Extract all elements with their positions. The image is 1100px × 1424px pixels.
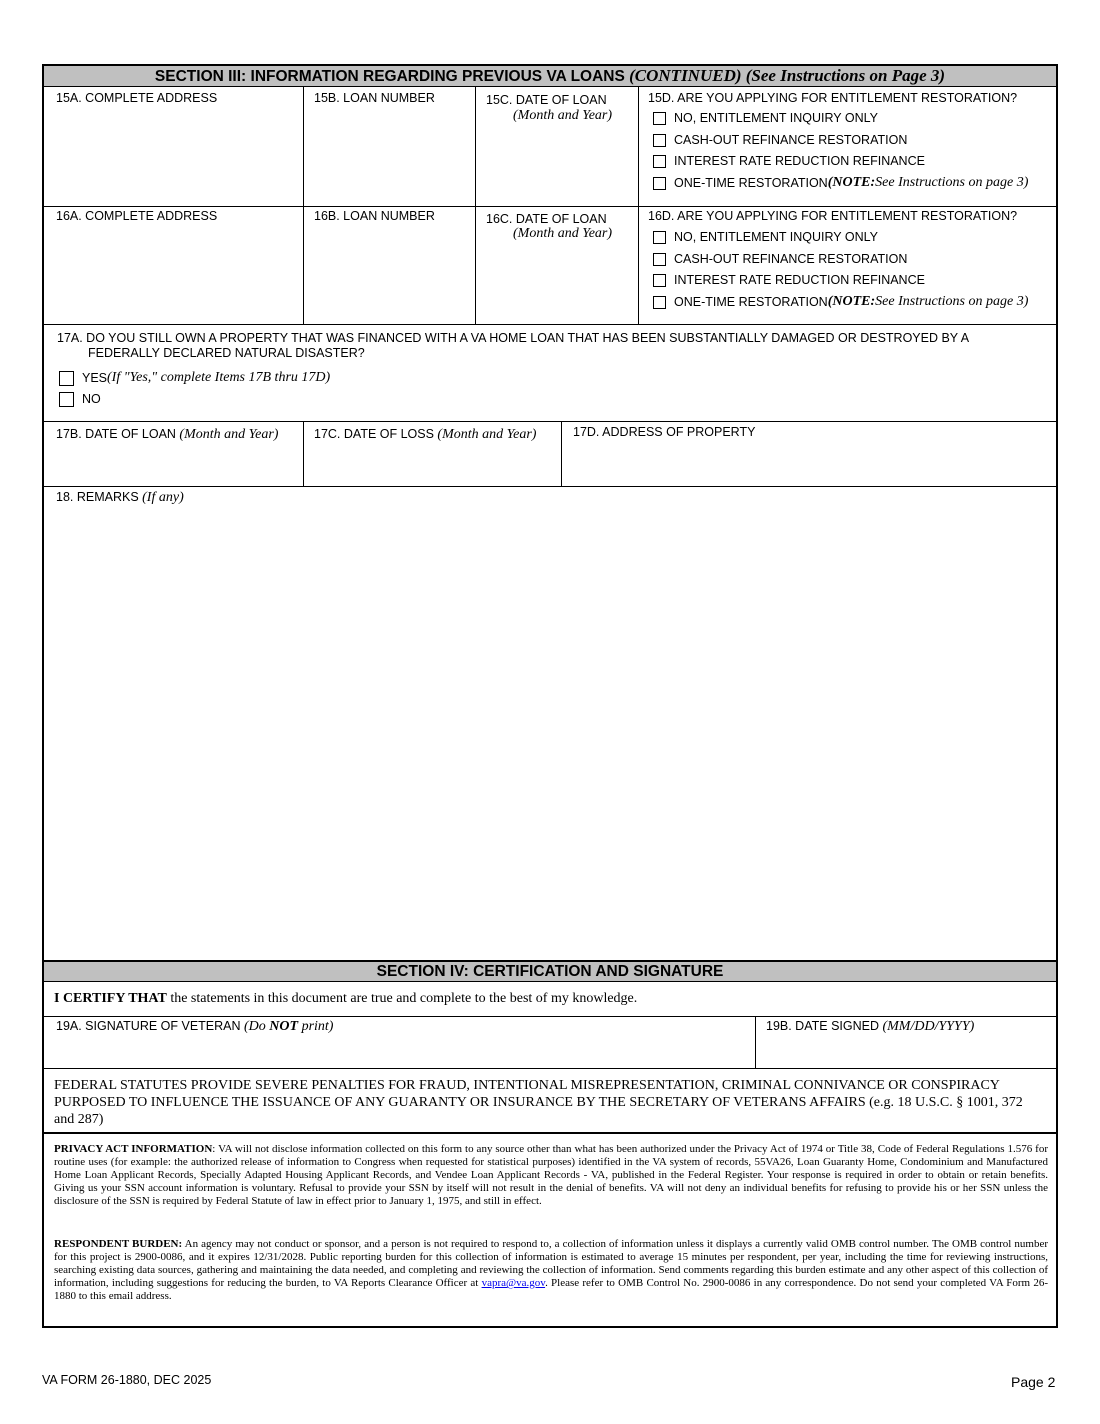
email-link[interactable]: vapra@va.gov (481, 1277, 546, 1289)
signature-19a-label: 19A. SIGNATURE OF VETERAN (Do NOT print) (56, 1019, 334, 1034)
loan-number-16b-label: 16B. LOAN NUMBER (314, 209, 435, 223)
address-16a-label: 16A. COMPLETE ADDRESS (56, 209, 218, 223)
page-number: Page 2 (1011, 1374, 1056, 1390)
respondent-burden: RESPONDENT BURDEN: An agency may not conduct or sponsor, and a person is not required to respond to, a collection of information unless it displays a currently valid OMB control number. The OMB control number for this project is 2900-0086, and it expires 12/31/2028. Public reporting burden for this collection of information is estimated to average 15 minutes per respondent, per year, including the time for reviewing instructions, searching existing data sources, gathering and maintaining the data needed, and completing and reviewing the collection of information. Send comments regarding this burden estimate and any other aspect of this collection of information, including suggestions for reducing the burden, to VA Reports Clearance Officer at vapra@va.gov. Please refer to OMB Control No. 2900-0086 in any correspondence. Do not send your completed VA Form 26-1880 to this email address. (54, 1238, 1049, 1302)
remarks-label: 18. REMARKS (If any) (56, 490, 184, 505)
disaster-yes-option[interactable]: YES (If "Yes," complete Items 17B thru 17D) (59, 370, 330, 386)
address-15a-label: 15A. COMPLETE ADDRESS (56, 91, 218, 105)
date-of-loan-15c-label: 15C. DATE OF LOAN (486, 93, 607, 107)
signature-field[interactable] (44, 1034, 755, 1068)
form-id: VA FORM 26-1880, DEC 2025 (42, 1373, 212, 1387)
date-of-loan-15c-sub: (Month and Year) (513, 108, 613, 123)
form-page (42, 64, 1058, 1328)
restoration-15d-label: 15D. ARE YOU APPLYING FOR ENTITLEMENT RESTORATION? (648, 91, 1018, 105)
section-3-title: SECTION III: INFORMATION REGARDING PREVIOUS VA LOANS (154, 68, 630, 85)
section-3-header (44, 66, 1056, 87)
section-4-title: SECTION IV: CERTIFICATION AND SIGNATURE (376, 963, 724, 980)
option-15d-cash-out[interactable]: CASH-OUT REFINANCE RESTORATION (653, 132, 907, 148)
option-16d-irrrl[interactable]: INTEREST RATE REDUCTION REFINANCE (653, 272, 925, 288)
section-4-header (44, 960, 1056, 982)
checkbox[interactable] (653, 134, 666, 147)
checkbox[interactable] (59, 371, 74, 386)
option-15d-no-inquiry[interactable]: NO, ENTITLEMENT INQUIRY ONLY (653, 110, 878, 126)
date-signed-field[interactable] (756, 1034, 1056, 1068)
date-of-loan-17b-label: 17B. DATE OF LOAN (Month and Year) (56, 427, 279, 442)
federal-statutes-warning: FEDERAL STATUTES PROVIDE SEVERE PENALTIES FOR FRAUD, INTENTIONAL MISREPRESENTATION, CRIMINAL CONNIVANCE OR CONSPIRACY PURPOSED TO INFLUENCE THE ISSUANCE OF ANY GUARANTY OR INSURANCE BY THE SECRETARY OF VETERANS AFFAIRS (e.g. 18 U.S.C. § 1001, 372 and 287) (54, 1078, 1023, 1127)
date-of-loss-17c-label: 17C. DATE OF LOSS (Month and Year) (314, 427, 537, 442)
option-16d-no-inquiry[interactable]: NO, ENTITLEMENT INQUIRY ONLY (653, 229, 878, 245)
privacy-act-info: PRIVACY ACT INFORMATION: VA will not disclose information collected on this form to any source other than what has been authorized under the Privacy Act of 1974 or Title 38, Code of Federal Regulations 1.576 for routine uses (for example: the authorized release of information to Congress when requested for statistical purposes) identified in the VA system of records, 55VA26, Loan Guaranty Home, Condominium and Manufactured Home Loan Applicant Records, Specially Adapted Housing Applicant Records, and Vendee Loan Applicant Records - VA, published in the Federal Register. Your response is required in order to obtain or retain benefits. Giving us your SSN account information is voluntary. Refusal to provide your SSN by itself will not result in the denial of benefits. VA will not deny an individual benefits for refusing to provide his or her SSN unless the disclosure of the SSN is required by Federal Statute of law in effect prior to January 1, 1975, and still in effect. (54, 1143, 1048, 1207)
option-16d-cash-out[interactable]: CASH-OUT REFINANCE RESTORATION (653, 251, 907, 267)
certify-statement: I CERTIFY THAT the statements in this document are true and complete to the best of my knowledge. (54, 991, 638, 1006)
disaster-17a-question-line2: FEDERALLY DECLARED NATURAL DISASTER? (88, 346, 365, 360)
option-15d-one-time[interactable]: ONE-TIME RESTORATION (NOTE: See Instructions on page 3) (653, 175, 1028, 191)
option-15d-irrrl[interactable]: INTEREST RATE REDUCTION REFINANCE (653, 153, 925, 169)
disaster-no-option[interactable]: NO (59, 391, 101, 407)
checkbox[interactable] (653, 231, 666, 244)
property-address-17d-label: 17D. ADDRESS OF PROPERTY (573, 425, 756, 439)
disaster-17a-question: 17A. DO YOU STILL OWN A PROPERTY THAT WAS FINANCED WITH A VA HOME LOAN THAT HAS BEEN SUBSTANTIALLY DAMAGED OR DESTROYED BY A (57, 331, 970, 345)
checkbox[interactable] (59, 392, 74, 407)
remarks-field[interactable] (44, 506, 1056, 959)
date-signed-19b-label: 19B. DATE SIGNED (MM/DD/YYYY) (766, 1019, 975, 1034)
checkbox[interactable] (653, 112, 666, 125)
option-16d-one-time[interactable]: ONE-TIME RESTORATION (NOTE: See Instructions on page 3) (653, 294, 1028, 310)
date-of-loan-16c-label: 16C. DATE OF LOAN (486, 212, 607, 226)
loan-number-15b-label: 15B. LOAN NUMBER (314, 91, 435, 105)
checkbox[interactable] (653, 177, 666, 190)
section-3-title-italic: (CONTINUED) (See Instructions on Page 3) (629, 66, 946, 85)
checkbox[interactable] (653, 274, 666, 287)
checkbox[interactable] (653, 296, 666, 309)
checkbox[interactable] (653, 253, 666, 266)
checkbox[interactable] (653, 155, 666, 168)
restoration-16d-label: 16D. ARE YOU APPLYING FOR ENTITLEMENT RESTORATION? (648, 209, 1018, 223)
date-of-loan-16c-sub: (Month and Year) (513, 226, 613, 241)
